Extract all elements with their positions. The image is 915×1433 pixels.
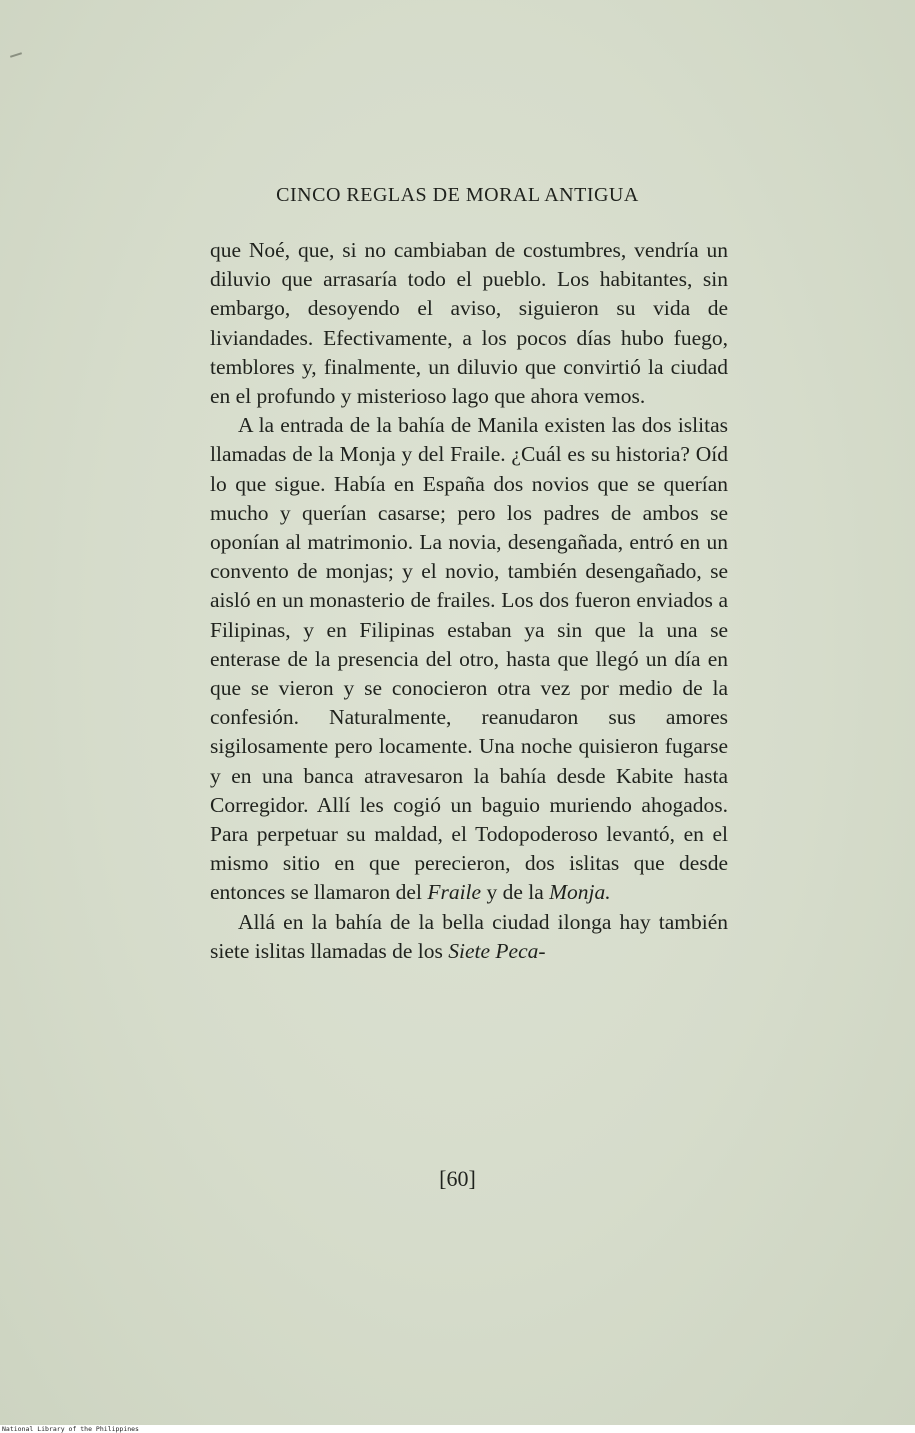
paragraph <box>210 908 728 966</box>
margin-mark <box>10 52 22 58</box>
italic-text: Fraile <box>427 880 482 905</box>
paragraph <box>210 411 728 907</box>
text-segment: y de la <box>481 880 550 905</box>
paragraph <box>210 236 728 411</box>
footer-credit: National Library of the Philippines <box>2 1425 139 1433</box>
italic-text: Monja. <box>549 880 611 905</box>
page-number: [60] <box>439 1166 476 1191</box>
text-segment: A la entrada de la bahía de Manila existen las dos islitas llamadas de la Monja y del Fraile. ¿Cuál es su historia? Oíd lo que sigue. Había en España dos novios que se querían mucho y querían casarse; pero los padres de ambos se oponían al matrimonio. La novia, desengañada, entró en un convento de monjas; y el novio, también desengañado, se aisló en un monasterio de frailes. Los dos fueron enviados a Filipinas, y en Filipinas estaban ya sin que la una se enterase de la presencia del otro, hasta que llegó un día en que se vieron y se conocieron otra vez por medio de la confesión. Naturalmente, reanudaron sus amores sigilosamente pero locamente. Una noche quisieron fugarse y en una banca atravesaron la bahía desde Kabite hasta Corregidor. Allí les cogió un baguio muriendo ahogados. Para perpetuar su maldad, el Todopoderoso levantó, en el mismo sitio en que perecieron, dos islitas que desde entonces se llamaron del <box>210 413 728 905</box>
italic-text: Siete Peca- <box>448 938 546 963</box>
body-text <box>210 236 728 966</box>
text-segment: que Noé, que, si no cambiaban de costumbres, vendría un diluvio que arrasaría todo el pueblo. Los habitantes, sin embargo, desoyendo el aviso, siguieron su vida de liviandades. Efectivamente, a los pocos días hubo fuego, temblores y, finalmente, un diluvio que convirtió la ciudad en el profundo y misterioso lago que ahora vemos. <box>210 238 728 409</box>
text-segment: Allá en la bahía de la bella ciudad ilonga hay también siete islitas llamadas de los <box>210 909 728 963</box>
running-head: CINCO REGLAS DE MORAL ANTIGUA <box>276 184 639 206</box>
